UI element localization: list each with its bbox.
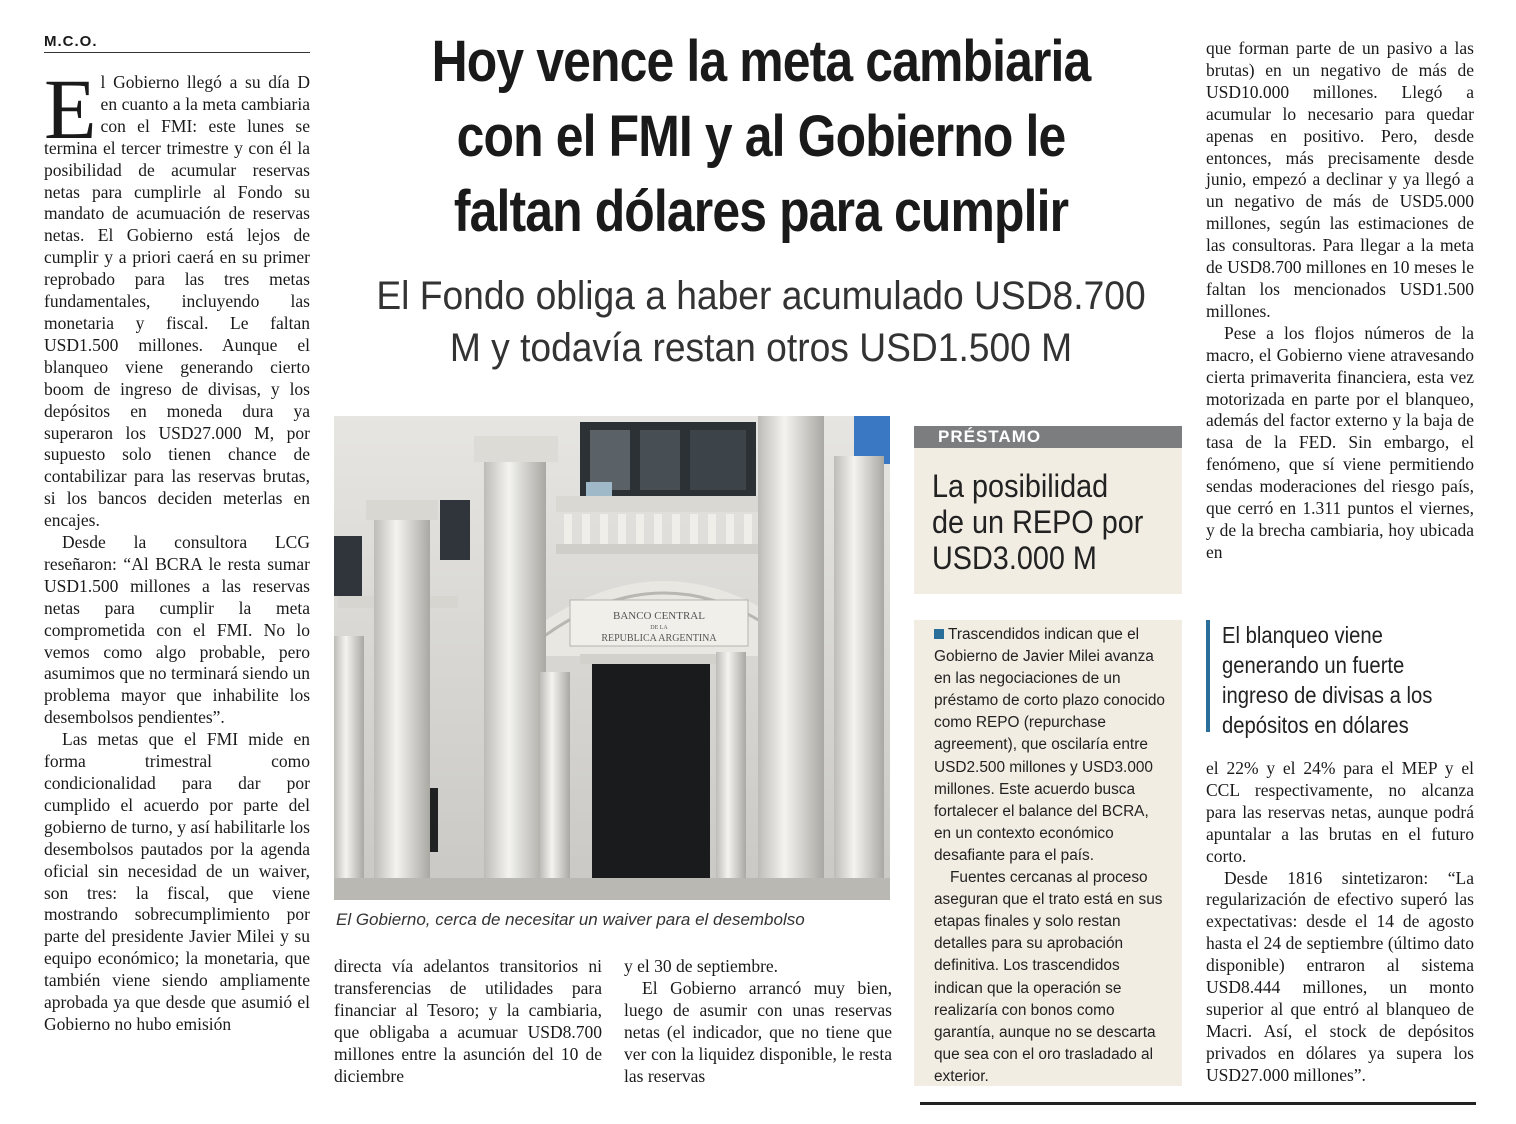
article-column-2b [624, 956, 892, 1087]
sidebar-box [914, 426, 1182, 1086]
headline-line-2: con el FMI y al Gobierno le [456, 104, 1066, 169]
col4a-paragraph-1: que forman parte de un pasivo a las brutas) en un negativo de más de USD10.000 millones. Llegó a acumular lo necesario para quedar apenas en positivo. Pero, desde entonces, más precisamente desde junio, empezó a declinar y ya llegó a un negativo de más de USD5.000 millones, según las estimaciones de las consultoras. Para llegar a la meta de USD8.700 millones en 10 meses le faltan los mencionados USD1.500 millones. [1206, 38, 1474, 321]
sidebar-body [934, 624, 1166, 1088]
headline [383, 24, 1138, 249]
col1-paragraph-1: l Gobierno llegó a su día D en cuanto a la meta cambiaria con el FMI: este lunes se termina el tercer trimestre y con él la posibilidad de acumular reservas netas para cumplirle al Fondo su mandato de acumuación de reservas netas. El Gobierno está lejos de cumplir y a priori caerá en su primer reprobado para las tres metas fundamentales, incluyendo las monetaria y fiscal. Le faltan USD1.500 millones. Aunque el blanqueo viene generando cierto boom de ingreso de divisas, y los depósitos en moneda dura ya superaron los USD27.000 M, por supuesto solo tienen chance de contabilizar para las reservas brutas, si los bancos deciden meterlas en encajes. [44, 72, 310, 531]
photo-caption: El Gobierno, cerca de necesitar un waiver para el desembolso [336, 910, 805, 929]
col2a-paragraph: directa vía adelantos transitorios ni transferencias de utilidades para financiar al Tesoro; y la cambiaria, que obligaba a acumuar USD8.700 millones entre la asunción del 10 de diciembre [334, 956, 602, 1086]
subhead-line-2: M y todavía restan otros USD1.500 M [449, 326, 1073, 370]
col2b-paragraph-1: y el 30 de septiembre. [624, 956, 779, 976]
sidebar-paragraph-2: Fuentes cercanas al proceso aseguran que el trato está en sus etapas finales y solo restan detalles para su aprobación definitiva. Los trascendidos indican que la operación se realizaría con bonos como garantía, aunque no se descarta que sea con el oro trasladado al exterior. [934, 869, 1163, 1085]
byline: M.C.O. [44, 33, 310, 53]
headline-line-1: Hoy vence la meta cambiaria [431, 29, 1091, 94]
pull-quote [1206, 620, 1478, 738]
sign-line-1: BANCO CENTRAL [613, 610, 705, 622]
subhead-line-1: El Fondo obliga a haber acumulado USD8.700 [376, 274, 1146, 318]
col1-paragraph-3: Las metas que el FMI mide en forma trimestral como condicionalidad para dar por cumplido el acuerdo por parte del gobierno de turno, y así habilitarle los desembolsos pautados por la agenda oficial sin necesidad de un waiver, son tres: la fiscal, que viene mostrando sobrecumplimiento por parte del presidente Javier Milei y su equipo económico; la monetaria, que también viene siendo ampliamente aprobada ya que desde que asumió el Gobierno no hubo emisión [44, 729, 310, 1034]
sidebar-label: PRÉSTAMO [914, 426, 1182, 448]
article-column-2a [334, 956, 602, 1087]
col4b-paragraph-1: el 22% y el 24% para el MEP y el CCL respectivamente, no alcanza para las reservas netas, aunque podrá apuntalar a las brutas en el futuro corto. [1206, 758, 1474, 866]
col2b-paragraph-2: El Gobierno arrancó muy bien, luego de asumir con unas reservas netas (el indicador, que no tiene que ver con la liquidez disponible, le resta las reservas [624, 977, 892, 1086]
col4b-paragraph-2: Desde 1816 sintetizaron: “La regularización de efectivo superó las expectativas: desde el 14 de agosto hasta el 24 de septiembre (último dato disponible) entraron al sistema USD8.444 millones, un monto superior al que entró al blanqueo de Macri. Así, el stock de depósitos privados en dólares ya supera los USD27.000 millones”. [1206, 867, 1474, 1085]
sign-line-2: DE LA [650, 625, 668, 631]
bank-facade-photo [334, 416, 890, 900]
col4a-paragraph-2: Pese a los flojos números de la macro, el Gobierno viene atravesando cierta primaverita financiera, esta vez motorizada en parte por el blanqueo, además del factor externo y la baja de tasa de la FED. Sin embargo, el fenómeno, que sí viene permitiendo sendas moderaciones del riesgo país, que cerró en 1.311 puntos el viernes, y de la brecha cambiaria, hoy ubicada en [1206, 322, 1474, 562]
bullet-square-icon [934, 629, 944, 639]
sidebar-divider [914, 594, 1182, 620]
subheadline [360, 270, 1162, 374]
sign-line-3: REPUBLICA ARGENTINA [601, 633, 717, 644]
article-column-4a [1206, 38, 1474, 564]
sidebar-paragraph-1: Trascendidos indican que el Gobierno de Javier Milei avanza en las negociaciones de un préstamo de corto plazo conocido como REPO (repurchase agreement), que oscilaría entre USD2.500 millones y USD3.000 millones. Este acuerdo busca fortalecer el balance del BCRA, en un contexto económico desafiante para el país. [934, 626, 1165, 864]
bottom-rule [920, 1102, 1476, 1105]
col1-paragraph-2: Desde la consultora LCG reseñaron: “Al BCRA le resta sumar USD1.500 millones a las reservas netas para cumplir la meta comprometida con el FMI. No lo vemos como algo probable, pero asumimos que no terminará siendo un problema mayor que inhabilite los desembolsos pendientes”. [44, 532, 310, 728]
pull-quote-text: El blanqueo viene generando un fuerte ingreso de divisas a los depósitos en dólares [1222, 622, 1433, 738]
article-column-1 [44, 61, 310, 1036]
sidebar-title: La posibilidad de un REPO por USD3.000 M [932, 468, 1144, 576]
drop-cap: E [44, 61, 97, 157]
headline-line-3: faltan dólares para cumplir [453, 179, 1069, 244]
article-column-4b [1206, 758, 1474, 1087]
